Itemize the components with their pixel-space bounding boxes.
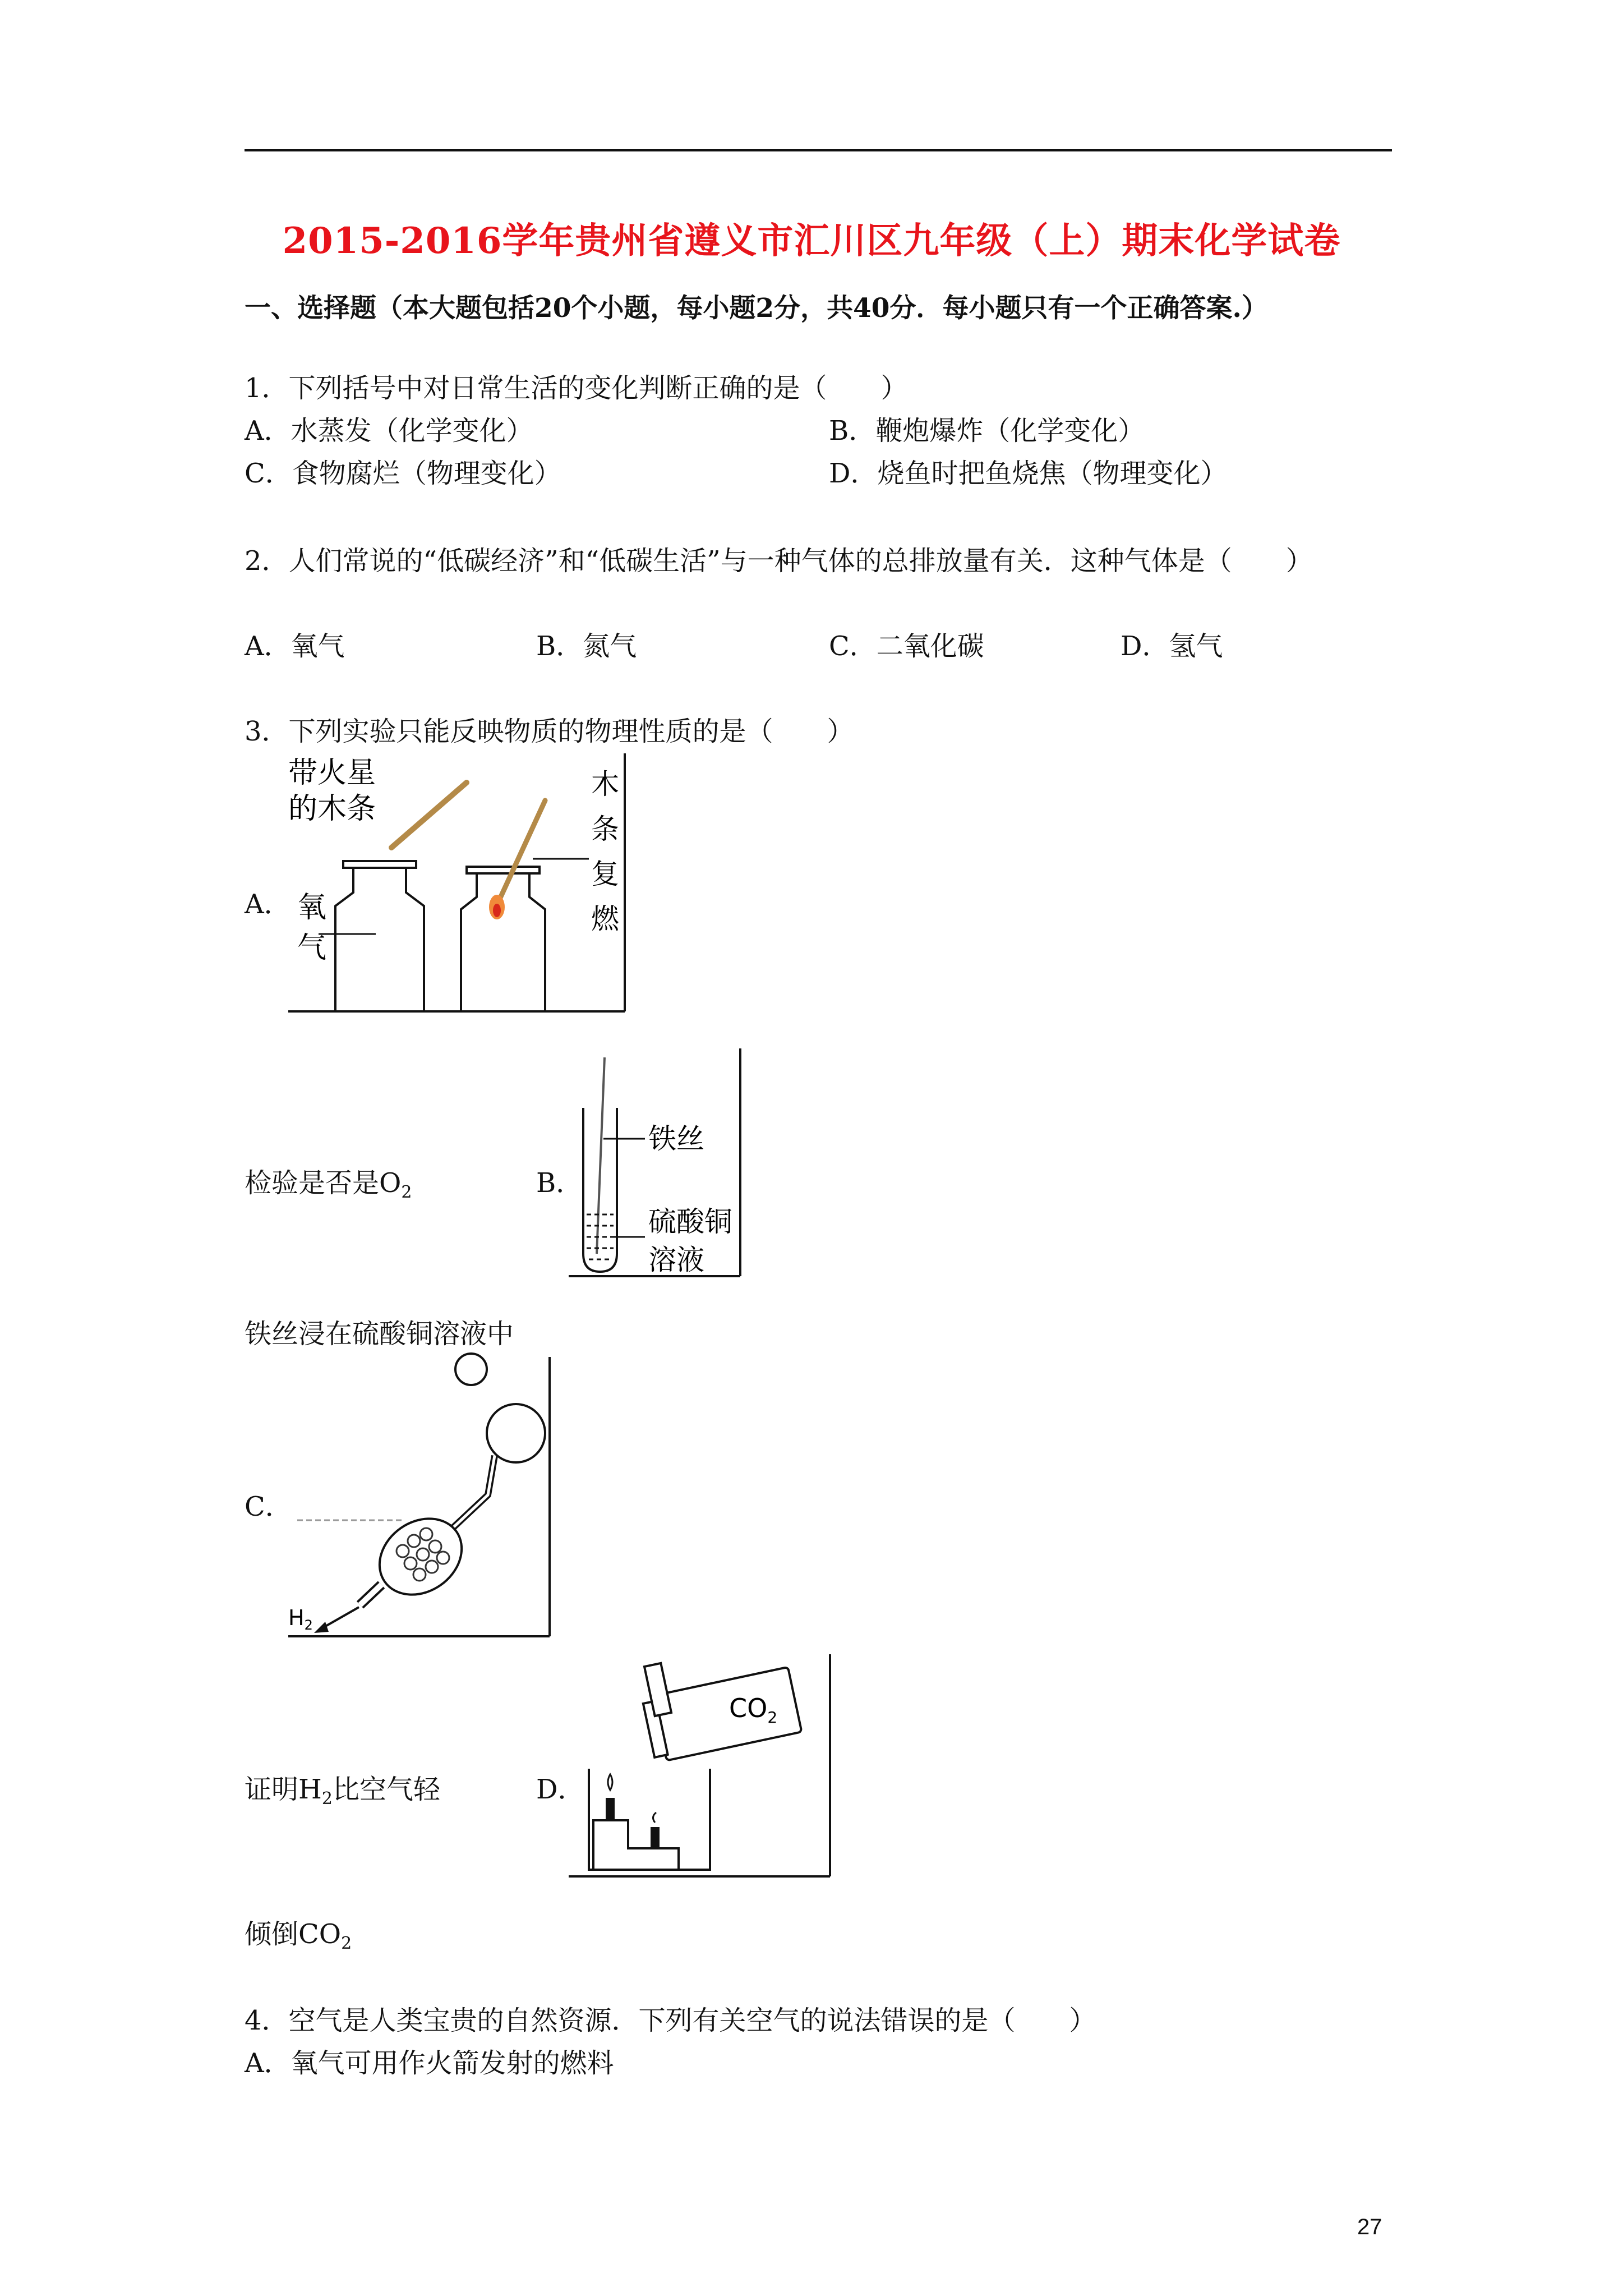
splint-label-line2: 的木条: [288, 792, 376, 826]
q2-option-b: B．氮气: [536, 631, 637, 662]
h2-label: $H_2$: [288, 1605, 313, 1633]
oxygen-bottle: [335, 861, 424, 1011]
gas-label-line2: 气: [297, 931, 327, 965]
figure-hydrogen-bubbles: [286, 1349, 555, 1641]
q3-option-c-label: C．: [245, 1491, 292, 1522]
step-stand: [593, 1820, 679, 1870]
q3-option-d-label: D．: [536, 1774, 585, 1805]
q3-option-a-label: A．: [245, 889, 291, 920]
co2-label: $CO_2$: [729, 1693, 778, 1727]
upper-flame-icon: [608, 1774, 612, 1790]
wire-label: 铁丝: [648, 1122, 704, 1155]
q1-option-d: D．烧鱼时把鱼烧焦（物理变化）: [829, 458, 1228, 489]
q3-option-a-caption: 检验是否是$O_2$: [245, 1167, 412, 1202]
exam-title: 2015-2016学年贵州省遵义市汇川区九年级（上）期末化学试卷: [282, 220, 1341, 262]
page-number: 27: [1357, 2215, 1382, 2239]
figure-iron-wire: [566, 1046, 746, 1279]
co2-gas-jar: [642, 1667, 802, 1763]
q4-option-a: A．氧气可用作火箭发射的燃料: [245, 2047, 614, 2079]
iron-wire: [597, 1057, 605, 1254]
q1-option-a: A．水蒸发（化学变化）: [245, 415, 533, 447]
gas-flow-arrow-icon: [314, 1622, 329, 1633]
lower-candle: [651, 1827, 660, 1848]
q2-option-c: C．二氧化碳: [829, 631, 984, 662]
figure-oxygen-test: [286, 749, 628, 1015]
q1-option-c: C．食物腐烂（物理变化）: [245, 458, 561, 489]
relight-label-2: 条: [591, 813, 619, 845]
bubble-small: [455, 1354, 487, 1385]
q3-option-b-label: B．: [536, 1167, 583, 1199]
q1-option-b: B．鞭炮爆炸（化学变化）: [829, 415, 1145, 447]
solution-label-1: 硫酸铜: [648, 1205, 732, 1238]
q2-option-a: A．氧气: [245, 631, 345, 662]
glowing-splint: [391, 783, 467, 848]
figure-pour-co2: [566, 1652, 836, 1879]
header-rule: [245, 149, 1392, 151]
q4-stem: 4．空气是人类宝贵的自然资源．下列有关空气的说法错误的是（ ）: [245, 2005, 1096, 2036]
gas-label-line1: 氧: [297, 891, 327, 924]
relight-label-1: 木: [591, 768, 619, 800]
splint-label-line1: 带火星: [288, 756, 376, 790]
bubble-large: [487, 1404, 545, 1462]
relight-label-3: 复: [591, 858, 619, 890]
relight-label-4: 燃: [591, 903, 619, 935]
q2-option-d: D．氢气: [1121, 631, 1223, 662]
q2-stem: 2．人们常说的“低碳经济”和“低碳生活”与一种气体的总排放量有关．这种气体是（ ）: [245, 545, 1313, 577]
relit-splint: [499, 800, 545, 900]
q1-stem: 1．下列括号中对日常生活的变化判断正确的是（ ）: [245, 372, 908, 404]
upper-candle: [606, 1798, 615, 1820]
lower-flame-icon: [653, 1812, 656, 1823]
q3-option-c-caption: 证明$H_2$比空气轻: [245, 1774, 440, 1809]
solution-marks: [587, 1214, 614, 1259]
q3-option-d-caption: 倾倒$CO_2$: [245, 1918, 352, 1953]
section-heading: 一、选择题（本大题包括20个小题，每小题2分，共40分．每小题只有一个正确答案.）: [245, 293, 1268, 324]
q3-option-b-caption: 铁丝浸在硫酸铜溶液中: [245, 1318, 514, 1350]
q3-stem: 3．下列实验只能反映物质的物理性质的是（ ）: [245, 716, 854, 747]
solution-label-2: 溶液: [648, 1244, 704, 1276]
